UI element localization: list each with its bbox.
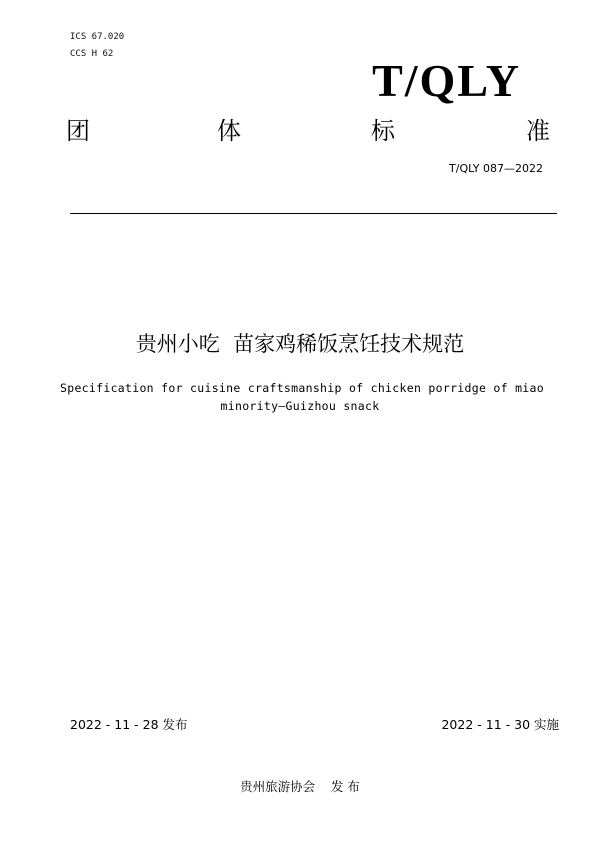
- document-type-char: 标: [371, 117, 395, 145]
- title-english-line: Specification for cuisine craftsmanship of chicken porridge of miao: [60, 381, 544, 395]
- header-divider: [70, 213, 557, 214]
- document-type: [0, 116, 600, 146]
- classification-codes: [70, 29, 124, 63]
- document-type-char: 准: [526, 117, 550, 145]
- title-english: [60, 379, 544, 415]
- title-chinese: 贵州小吃 苗家鸡稀饭烹饪技术规范: [135, 332, 465, 356]
- ics-code: ICS 67.020: [70, 32, 125, 42]
- title-english-line: minority—Guizhou snack: [220, 399, 380, 413]
- effective-date: 2022 - 11 - 30 实施: [441, 717, 559, 732]
- ccs-code: CCS H 62: [70, 49, 114, 59]
- standard-brand: T/QLY: [372, 55, 521, 106]
- publisher: 贵州旅游协会 发 布: [240, 779, 360, 794]
- issue-date: 2022 - 11 - 28 发布: [70, 717, 188, 732]
- document-type-char: 团: [66, 117, 90, 145]
- document-number: T/QLY 087—2022: [449, 162, 543, 175]
- document-type-char: 体: [217, 117, 241, 145]
